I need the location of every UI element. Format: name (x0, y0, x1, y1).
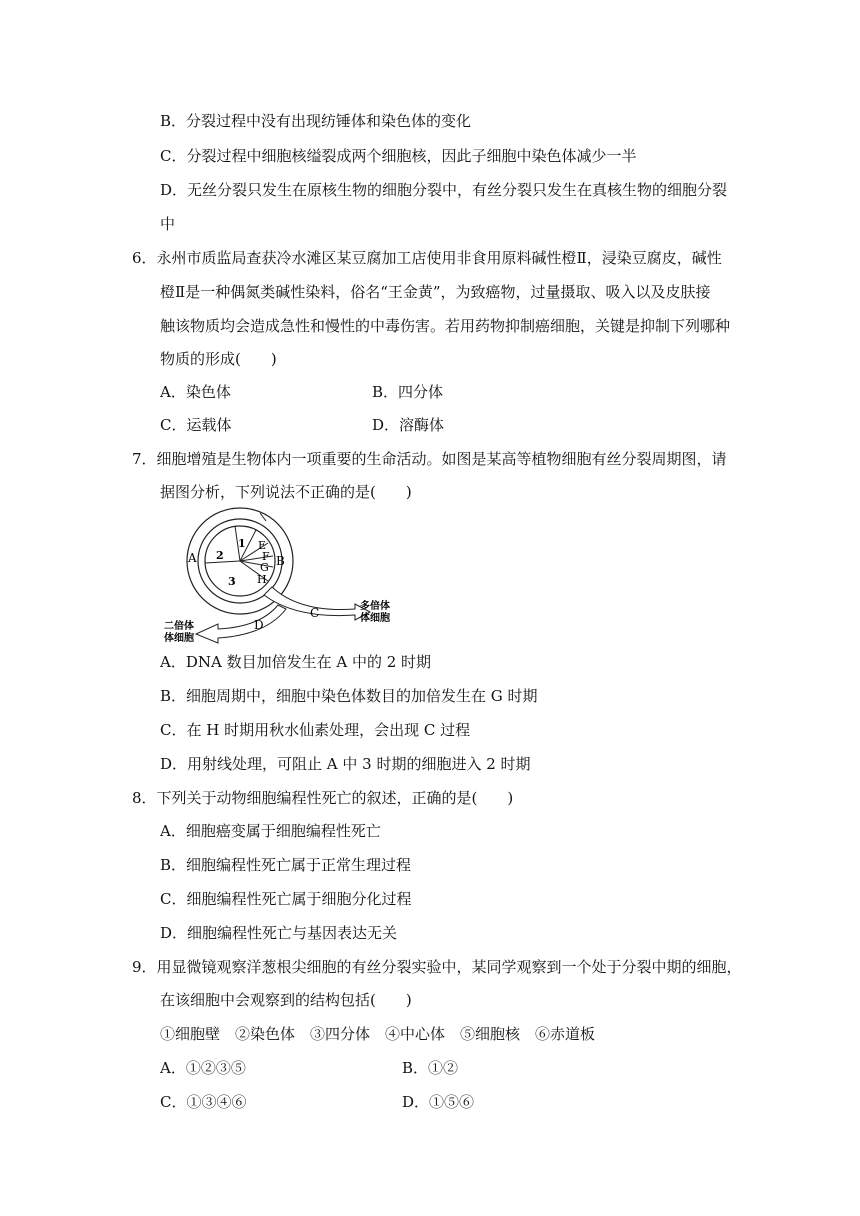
label-c: C (310, 606, 320, 620)
label-diploid-2: 体细胞 (164, 633, 194, 644)
q6-stem-line2: 橙Ⅱ是一种偶氮类碱性染料，俗名“王金黄”，为致癌物，过量摄取、吸入以及皮肤接 (160, 283, 711, 301)
q9-option-d: D．①⑤⑥ (402, 1093, 475, 1111)
label-polyploid-1: 多倍体 (360, 601, 390, 612)
label-d: D (254, 618, 264, 632)
label-1: 1 (238, 537, 246, 550)
label-2: 2 (216, 549, 224, 562)
cell-cycle-diagram (160, 505, 400, 645)
label-e: E (258, 539, 267, 552)
q7-option-b: B．细胞周期中，细胞中染色体数目的加倍发生在 G 时期 (160, 687, 538, 705)
q6-stem-line1: 6．永州市质监局查获冷水滩区某豆腐加工店使用非食用原料碱性橙Ⅱ，浸染豆腐皮，碱性 (132, 249, 722, 267)
q9-items: ①细胞壁 ②染色体 ③四分体 ④中心体 ⑤细胞核 ⑥赤道板 (160, 1025, 596, 1043)
label-b: B (276, 554, 285, 568)
q9-option-a: A．①②③⑤ (160, 1059, 246, 1077)
q5-option-d-cont: 中 (160, 215, 176, 233)
label-polyploid-2: 体细胞 (360, 613, 390, 624)
q7-option-d: D．用射线处理，可阻止 A 中 3 时期的细胞进入 2 时期 (160, 755, 531, 773)
q6-option-b: B．四分体 (372, 383, 444, 401)
label-a: A (188, 551, 197, 565)
q8-option-a: A．细胞癌变属于细胞编程性死亡 (160, 822, 381, 840)
q9-stem-line2: 在该细胞中会观察到的结构包括( ) (160, 991, 412, 1009)
q5-option-b: B．分裂过程中没有出现纺锤体和染色体的变化 (160, 112, 472, 130)
label-f: F (262, 550, 270, 563)
q7-stem-line1: 7．细胞增殖是生物体内一项重要的生命活动。如图是某高等植物细胞有丝分裂周期图，请 (132, 450, 727, 468)
label-diploid-1: 二倍体 (164, 621, 194, 632)
q9-option-b: B．①② (402, 1059, 459, 1077)
q7-stem-line2: 据图分析，下列说法不正确的是( ) (160, 483, 412, 501)
q8-option-b: B．细胞编程性死亡属于正常生理过程 (160, 856, 412, 874)
arrow-d (196, 605, 286, 643)
q7-option-c: C．在 H 时期用秋水仙素处理，会出现 C 过程 (160, 721, 471, 739)
q9-stem-line1: 9．用显微镜观察洋葱根尖细胞的有丝分裂实验中，某同学观察到一个处于分裂中期的细胞， (132, 958, 742, 976)
q5-option-d: D．无丝分裂只发生在原核生物的细胞分裂中，有丝分裂只发生在真核生物的细胞分裂 (160, 181, 728, 199)
label-3: 3 (228, 575, 236, 588)
q6-option-c: C．运载体 (160, 416, 232, 434)
q8-option-d: D．细胞编程性死亡与基因表达无关 (160, 924, 398, 942)
q7-option-a: A．DNA 数目加倍发生在 A 中的 2 时期 (160, 653, 432, 671)
q9-option-c: C．①③④⑥ (160, 1093, 247, 1111)
q6-option-a: A．染色体 (160, 383, 231, 401)
q5-option-c: C．分裂过程中细胞核缢裂成两个细胞核，因此子细胞中染色体减少一半 (160, 147, 637, 165)
q6-stem-line3: 触该物质均会造成急性和慢性的中毒伤害。若用药物抑制癌细胞，关键是抑制下列哪种 (160, 317, 731, 335)
label-g: G (260, 561, 269, 574)
q6-option-d: D．溶酶体 (372, 416, 445, 434)
label-h: H (257, 573, 267, 586)
q8-stem: 8．下列关于动物细胞编程性死亡的叙述，正确的是( ) (132, 789, 514, 807)
q8-option-c: C．细胞编程性死亡属于细胞分化过程 (160, 890, 412, 908)
q6-stem-line4: 物质的形成( ) (160, 350, 277, 368)
